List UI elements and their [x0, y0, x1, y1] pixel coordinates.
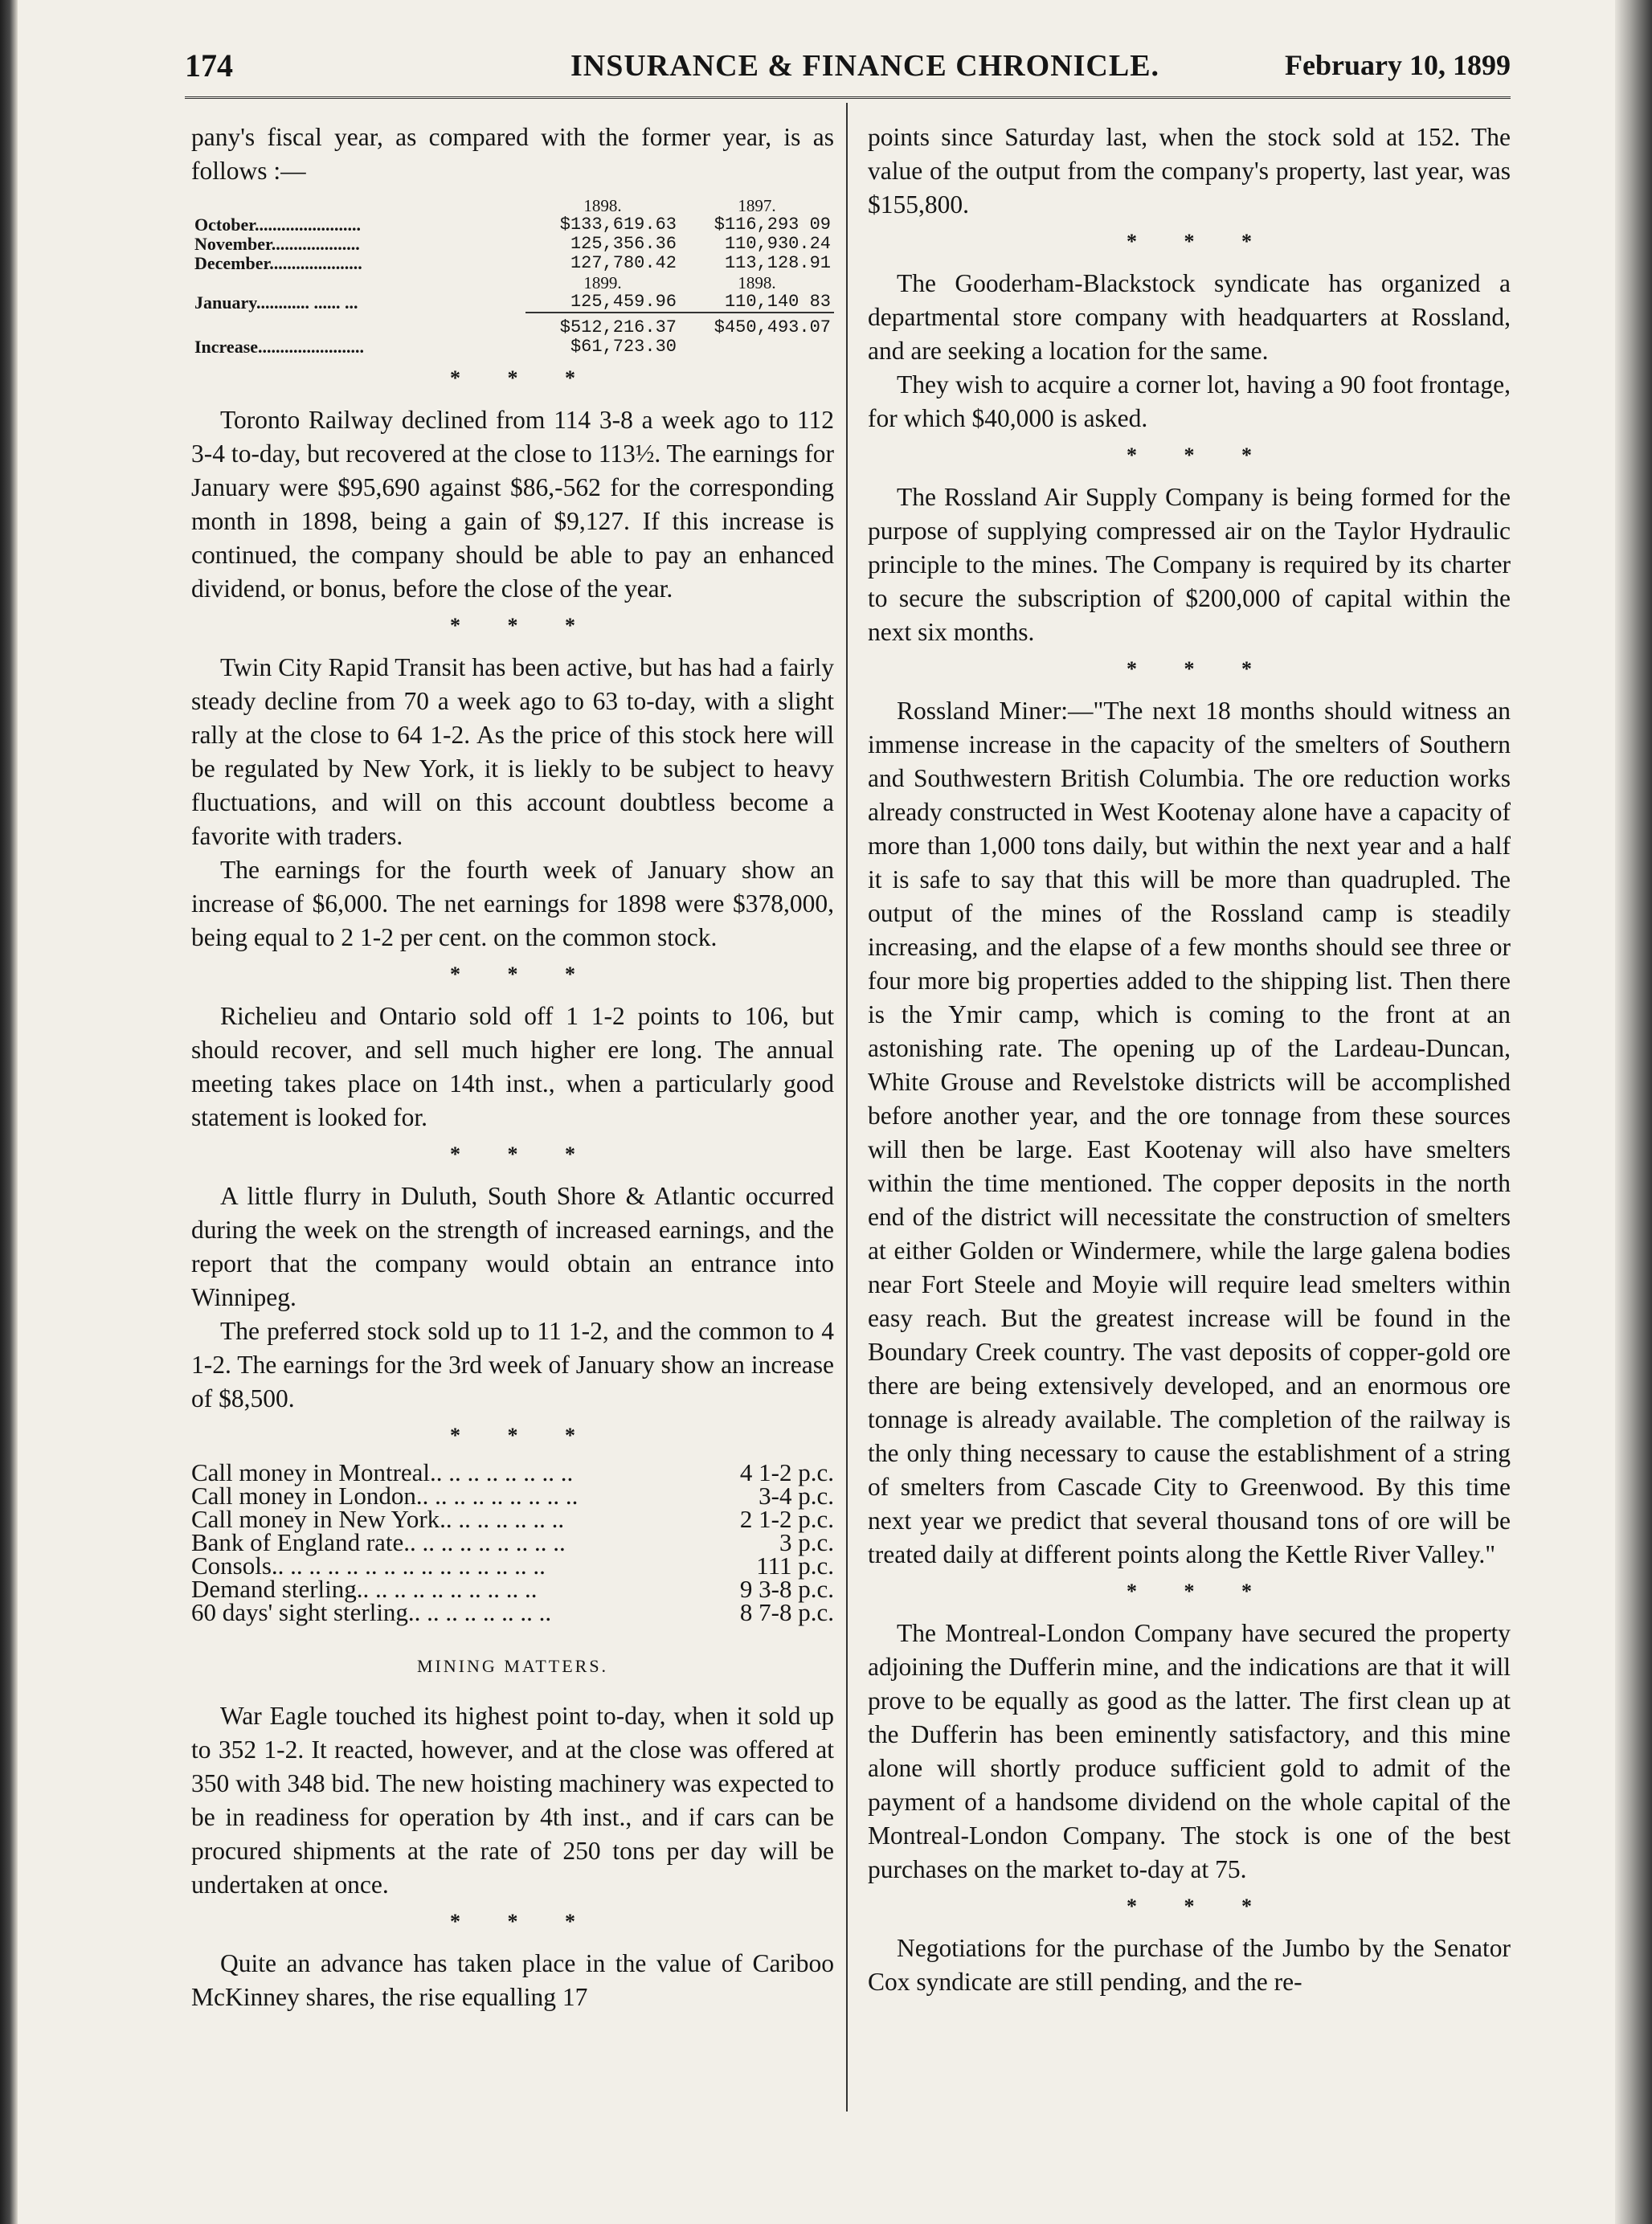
- table-row: [191, 1554, 834, 1577]
- section-separator: * * *: [450, 1910, 596, 1933]
- earnings-value: $116,293 09: [714, 215, 831, 235]
- rate-value: 4 1-2 p.c.: [739, 1458, 834, 1486]
- scan-edge-left: [0, 0, 18, 2224]
- rate-value: 111 p.c.: [756, 1551, 834, 1580]
- gooderham-paragraph: The Gooderham-Blackstock syndicate has organized a departmental store company with headquarters at Rossland, and are seeking a location for the same.: [868, 269, 1511, 365]
- air-supply-paragraph: The Rossland Air Supply Company is being formed for the purpose of supplying compressed air on the Taylor Hydraulic principle to the mines. The Company is required by its charter to secure the subscription of $200,000 of capital within the next six months.: [868, 483, 1511, 646]
- section-separator: * * *: [1127, 444, 1273, 467]
- page-number: 174: [185, 47, 233, 84]
- table-row: [191, 273, 834, 292]
- table-row: [191, 215, 834, 235]
- earnings-value: $133,619.63: [559, 215, 677, 235]
- year-1898b: 1898.: [738, 273, 776, 292]
- right-column: [868, 121, 1511, 1999]
- table-row: [191, 292, 834, 313]
- increase-label: Increase........................: [194, 337, 365, 357]
- journal-title: INSURANCE & FINANCE CHRONICLE.: [570, 49, 1160, 83]
- rate-label: Consols.. .. .. .. .. .. .. .. .. .. .. .. .. .. ..: [191, 1551, 546, 1580]
- increase-value: $61,723.30: [570, 337, 677, 357]
- jumbo-paragraph: Negotiations for the purchase of the Jumbo by the Senator Cox syndicate are still pending, and the re-: [868, 1934, 1511, 1996]
- section-separator: * * *: [450, 366, 596, 390]
- rate-value: 8 7-8 p.c.: [739, 1598, 834, 1626]
- duluth-stock-paragraph: The preferred stock sold up to 11 1-2, and the common to 4 1-2. The earnings for the 3rd week of January show an increase of $8,500.: [191, 1317, 834, 1412]
- table-row: [191, 235, 834, 254]
- section-separator: * * *: [1127, 1895, 1273, 1918]
- table-row: [191, 1577, 834, 1601]
- montreal-london-paragraph: The Montreal-London Company have secured the property adjoining the Dufferin mine, and the indications are that it will prove to be equally as good as the latter. The first clean up at the Dufferin has been eminently satisfactory, and this mine alone will shortly produce sufficient gold to admit of the payment of a handsome dividend on the whole capital of the Montreal-London Company. The stock is one of the best purchases on the market to-day at 75.: [868, 1619, 1511, 1883]
- section-separator: * * *: [1127, 1580, 1273, 1603]
- table-row: [191, 1531, 834, 1554]
- section-separator: * * *: [450, 1143, 596, 1166]
- cariboo-continued-paragraph: points since Saturday last, when the stock sold at 152. The value of the output from the company's property, last year, was $155,800.: [868, 123, 1511, 219]
- issue-date: February 10, 1899: [1285, 49, 1511, 81]
- increase-row: [191, 337, 834, 357]
- section-separator: * * *: [1127, 230, 1273, 253]
- intro-paragraph: pany's fiscal year, as compared with the former year, is as follows :—: [191, 123, 834, 185]
- month-label: December.....................: [194, 254, 362, 273]
- month-label: October........................: [194, 215, 361, 235]
- left-column: [191, 121, 834, 2014]
- year-1898: 1898.: [583, 196, 622, 215]
- page-header: [185, 42, 1511, 98]
- total-1898: $512,216.37: [525, 313, 680, 337]
- rate-label: Demand sterling.. .. .. .. .. .. .. .. .. ..: [191, 1575, 538, 1603]
- earnings-value: 125,459.96: [570, 292, 677, 312]
- table-row: [191, 1484, 834, 1507]
- table-row: [191, 1461, 834, 1484]
- year-1897: 1897.: [738, 196, 776, 215]
- toronto-railway-paragraph: Toronto Railway declined from 114 3-8 a week ago to 112 3-4 to-day, but recovered at the close to 113½. The earnings for January were $95,690 against $86,-562 for the corresponding month in 1898, being a gain of $9,127. If this increase is continued, the company should be able to pay an enhanced dividend, or bonus, before the close of the year.: [191, 406, 834, 603]
- rate-value: 3 p.c.: [779, 1528, 834, 1556]
- mining-matters-heading: MINING MATTERS.: [416, 1656, 609, 1676]
- rate-value: 9 3-8 p.c.: [739, 1575, 834, 1603]
- rate-label: Bank of England rate.. .. .. .. .. .. .. .. ..: [191, 1528, 566, 1556]
- earnings-table: [191, 196, 834, 357]
- earnings-value: 113,128.91: [724, 253, 831, 273]
- cariboo-paragraph: Quite an advance has taken place in the value of Cariboo McKinney shares, the rise equalling 17: [191, 1949, 834, 2011]
- column-rule: [846, 103, 848, 2112]
- rossland-miner-paragraph: Rossland Miner:—"The next 18 months should witness an immense increase in the capacity of the smelters of Southern and Southwestern British Columbia. The ore reduction works already constructed in West Kootenay alone have a capacity of more than 1,000 tons daily, but within the next year and a half it is safe to say that this will be more than quadrupled. The output of the mines of the Rossland camp is steadily increasing, and the elapse of a few months should see three or four more big properties added to the shipping list. Then there is the Ymir camp, which is coming to the front at an astonishing rate. The opening up of the Lardeau-Duncan, White Grouse and Revelstoke districts will be accomplished before another year, and the ore tonnage from these sources will then be large. East Kootenay will also have smelters within the time mentioned. The copper deposits in the north end of the district will necessitate the construction of smelters at either Golden or Windermere, while the large galena bodies near Fort Steele and Moyie will require lead smelters within easy reach. But the greatest increase will be found in the Boundary Creek country. The vast deposits of copper-gold ore there are being extensively developed, and an enormous ore tonnage is already available. The completion of the railway is the only thing necessary to cause the establishment of a string of smelters from Cascade City to Greenwood. By this time next year we predict that several thousand tons of ore will be treated daily at different points along the Kettle River Valley.": [868, 697, 1511, 1568]
- month-label: January............ ...... ...: [194, 292, 358, 313]
- section-separator: * * *: [450, 963, 596, 986]
- earnings-value: 127,780.42: [570, 253, 677, 273]
- rate-label: Call money in London.. .. .. .. .. .. .. .. ..: [191, 1482, 579, 1510]
- earnings-value: 110,140 83: [724, 292, 831, 312]
- corner-lot-paragraph: They wish to acquire a corner lot, having a 90 foot frontage, for which $40,000 is asked.: [868, 370, 1511, 432]
- earnings-value: 125,356.36: [570, 234, 677, 254]
- rate-label: Call money in New York.. .. .. .. .. .. ..: [191, 1505, 565, 1533]
- earnings-header-row: [191, 196, 834, 215]
- section-separator: * * *: [450, 1424, 596, 1447]
- twin-city-paragraph: Twin City Rapid Transit has been active, but has had a fairly steady decline from 70 a week ago to 63 to-day, with a slight rally at the close to 64 1-2. As the price of this stock here will be regulated by New York, it is liekly to be subject to heavy fluctuations, and will on this account doubtless become a favorite with traders.: [191, 653, 834, 850]
- month-label: November....................: [194, 235, 360, 254]
- header-rule: [185, 96, 1511, 99]
- duluth-paragraph: A little flurry in Duluth, South Shore & Atlantic occurred during the week on the strength of increased earnings, and the report that the company would obtain an entrance into Winnipeg.: [191, 1182, 834, 1311]
- total-1897: $450,493.07: [680, 313, 834, 337]
- month-label: [191, 273, 525, 292]
- section-separator: * * *: [450, 614, 596, 637]
- table-row: [191, 254, 834, 273]
- rate-label: Call money in Montreal.. .. .. .. .. .. .. ..: [191, 1458, 574, 1486]
- table-row: [191, 1507, 834, 1531]
- money-rates-table: [191, 1458, 834, 1626]
- scan-edge-right: [1615, 0, 1652, 2224]
- war-eagle-paragraph: War Eagle touched its highest point to-day, when it sold up to 352 1-2. It reacted, however, and at the close was offered at 350 with 348 bid. The new hoisting machinery was expected to be in readiness for operation by 4th inst., and if cars can be procured shipments at the rate of 250 tons per day will be undertaken at once.: [191, 1702, 834, 1899]
- earnings-value: 110,930.24: [724, 234, 831, 254]
- rate-value: 3-4 p.c.: [759, 1482, 834, 1510]
- rate-label: 60 days' sight sterling.. .. .. .. .. .. .. ..: [191, 1598, 552, 1626]
- year-1899: 1899.: [583, 273, 622, 292]
- section-separator: * * *: [1127, 657, 1273, 681]
- total-row: [191, 313, 834, 337]
- twin-city-earnings-paragraph: The earnings for the fourth week of January show an increase of $6,000. The net earnings for 1898 were $378,000, being equal to 2 1-2 per cent. on the common stock.: [191, 856, 834, 951]
- richelieu-paragraph: Richelieu and Ontario sold off 1 1-2 points to 106, but should recover, and sell much higher ere long. The annual meeting takes place on 14th inst., when a particularly good statement is looked for.: [191, 1002, 834, 1131]
- rate-value: 2 1-2 p.c.: [739, 1505, 834, 1533]
- table-row: [191, 1601, 834, 1624]
